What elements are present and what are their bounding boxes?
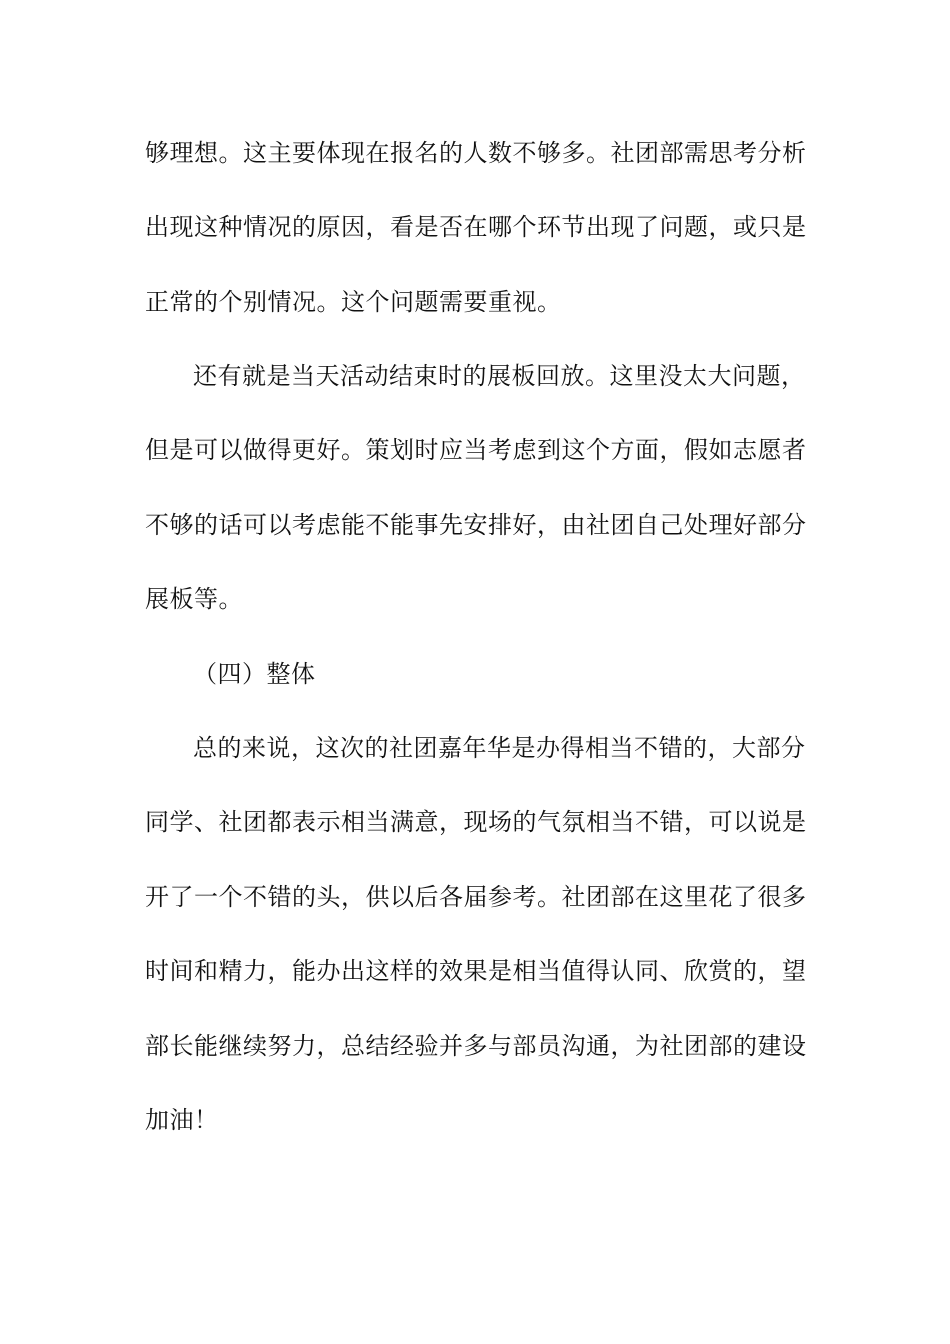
paragraph-line: 出现这种情况的原因，看是否在哪个环节出现了问题，或只是 — [145, 213, 807, 241]
paragraph-line: 正常的个别情况。这个问题需要重视。 — [145, 288, 562, 316]
paragraph-line: 时间和精力，能办出这样的效果是相当值得认同、欣赏的，望 — [145, 957, 807, 985]
paragraph-line: 还有就是当天活动结束时的展板回放。这里没太大问题， — [193, 362, 806, 390]
paragraph-line: 不够的话可以考虑能不能事先安排好，由社团自己处理好部分 — [145, 511, 807, 539]
paragraph-line: 总的来说，这次的社团嘉年华是办得相当不错的，大部分 — [193, 734, 806, 762]
paragraph-line: 部长能继续努力，总结经验并多与部员沟通，为社团部的建设 — [145, 1032, 807, 1060]
paragraph-line: 展板等。 — [145, 585, 243, 613]
paragraph-line: 但是可以做得更好。策划时应当考虑到这个方面，假如志愿者 — [145, 436, 807, 464]
paragraph-line: 同学、社团都表示相当满意，现场的气氛相当不错，可以说是 — [145, 808, 807, 836]
paragraph-line: 够理想。这主要体现在报名的人数不够多。社团部需思考分析 — [145, 139, 807, 167]
paragraph-line: 加油！ — [145, 1106, 219, 1134]
paragraph-line: 开了一个不错的头，供以后各届参考。社团部在这里花了很多 — [145, 883, 807, 911]
section-heading: （四）整体 — [193, 660, 316, 688]
